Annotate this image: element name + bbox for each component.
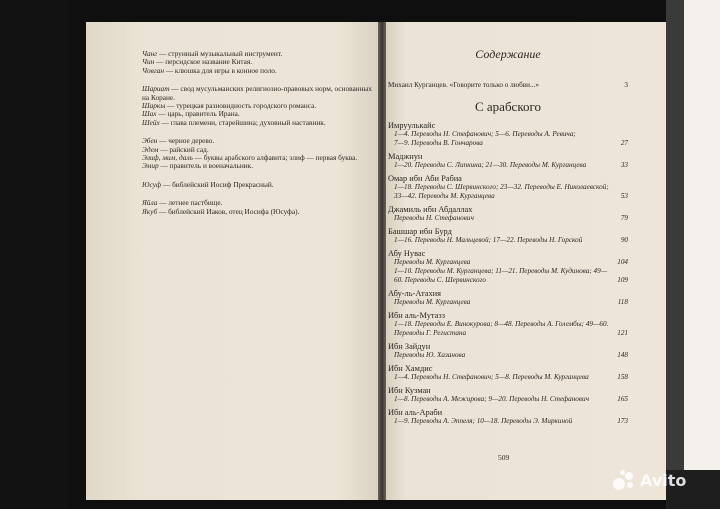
toc-work-text: 1—20. Переводы С. Липкина; 21—30. Переводы М. Курганцева xyxy=(394,161,587,169)
glossary-definition: — буквы арабского алфавита; элиф — первая буква. xyxy=(192,153,358,163)
table-of-contents xyxy=(388,40,628,426)
glossary-term: Эмир xyxy=(142,161,159,171)
glossary-entry xyxy=(142,181,374,189)
toc-work-text: 1—4. Переводы Н. Стефанович; 5—6. Переводы А. Ревича; xyxy=(394,130,576,138)
glossary-term: Шейх xyxy=(142,117,160,127)
toc-page-number: 90 xyxy=(620,236,628,244)
toc-author: Ибн аль-Мутазз xyxy=(388,311,446,320)
glossary-definition: — библейский Иосиф Прекрасный. xyxy=(161,179,274,189)
page-number: 509 xyxy=(498,453,510,462)
toc-work-line xyxy=(388,395,628,404)
watermark-text: Avito xyxy=(640,470,687,490)
glossary-entry xyxy=(142,119,374,127)
glossary-definition: — правитель и военачальник. xyxy=(158,161,254,171)
toc-intro-page: 3 xyxy=(624,81,628,89)
toc-page-number: 27 xyxy=(620,139,628,147)
toc-page-number: 104 xyxy=(617,258,628,266)
edge-stripe xyxy=(666,0,684,509)
toc-intro xyxy=(388,81,628,90)
toc-page-number: 121 xyxy=(617,329,628,337)
toc-page-number: 53 xyxy=(620,192,628,200)
toc-author: Ибн Кузман xyxy=(388,386,431,395)
toc-work-line xyxy=(388,417,628,426)
toc-page-number: 33 xyxy=(620,161,628,169)
toc-work-line xyxy=(388,258,628,267)
toc-work-text: 1—10. Переводы М. Курганцева; 11—21. Переводы М. Кудинова; 49—60. Переводы С. Шервинского xyxy=(394,267,608,284)
glossary-term: Якуб xyxy=(142,206,158,216)
glossary-term: Шариат xyxy=(142,84,170,94)
toc-work-text: Переводы Н. Стефанович xyxy=(394,214,474,222)
toc-work-line xyxy=(388,236,628,245)
toc-work-line xyxy=(388,161,628,170)
toc-work-text: 1—8. Переводы А. Межирова; 9—20. Переводы Н. Стефанович xyxy=(394,395,589,403)
toc-page-number: 79 xyxy=(620,214,628,222)
glossary-term: Чанг xyxy=(142,49,158,58)
glossary-term: Чин xyxy=(142,57,155,67)
toc-work-text: Переводы Ю. Хазанова xyxy=(394,351,466,359)
toc-entries xyxy=(388,121,628,426)
toc-work-line xyxy=(388,351,628,360)
toc-author: Абу-ль-Атахия xyxy=(388,289,441,298)
glossary-term: Эбен xyxy=(142,136,158,146)
glossary-term: Шаркы xyxy=(142,101,166,111)
glossary-definition: — глава племени, старейшина; духовный наставник. xyxy=(159,117,326,127)
toc-page-number: 109 xyxy=(617,276,628,284)
toc-intro-text: Михаил Курганцев. «Говорите только о любви...» xyxy=(388,81,539,89)
glossary-definition: — райский сад. xyxy=(158,144,209,154)
glossary-definition: — струнный музыкальный инструмент. xyxy=(157,49,283,58)
toc-work-text: 1—9. Переводы А. Эппеля; 10—18. Переводы Э. Миркиной xyxy=(394,417,573,425)
toc-author: Имруулькайс xyxy=(388,121,436,130)
watermark xyxy=(613,470,686,490)
glossary-entry xyxy=(142,162,374,170)
toc-work-text: 1—18. Переводы С. Шервинского; 23—32. Переводы Е. Николаевской; 33—42. Переводы М. Курганцева xyxy=(394,183,609,200)
glossary-entry xyxy=(142,85,374,102)
glossary-term: Эдем xyxy=(142,144,159,154)
toc-page-number: 165 xyxy=(617,395,628,403)
toc-work-text: Переводы М. Курганцева xyxy=(394,258,471,266)
glossary-entry xyxy=(142,67,374,75)
toc-author: Ибн Зайдун xyxy=(388,342,431,351)
glossary-definition: — летнее пастбище. xyxy=(157,198,223,208)
toc-author: Ибн аль-Араби xyxy=(388,408,443,417)
toc-work-text: 7—9. Переводы В. Гончарова xyxy=(394,139,483,147)
glossary-column xyxy=(142,50,374,216)
toc-work-line xyxy=(388,183,628,201)
toc-work-text: Переводы М. Курганцева xyxy=(394,298,471,306)
glossary-definition: — персидское название Китая. xyxy=(154,57,253,67)
toc-author: Башшар ибн Бурд xyxy=(388,227,452,236)
glossary-definition: — черное дерево. xyxy=(157,136,215,146)
glossary-term: Юсуф xyxy=(142,179,162,189)
toc-work-line xyxy=(388,130,628,139)
toc-work-text: 1—18. Переводы Е. Винокурова; 8—48. Переводы А. Голембы; 49—60. Переводы Г. Регистана xyxy=(394,320,609,337)
glossary-term: Элиф, мим, даль xyxy=(142,153,193,163)
toc-title: Содержание xyxy=(475,47,541,61)
toc-author: Джамиль ибн Абдаллах xyxy=(388,205,473,214)
section-heading: С арабского xyxy=(474,99,541,114)
toc-work-line xyxy=(388,320,628,338)
toc-page-number: 158 xyxy=(617,373,628,381)
toc-work-line xyxy=(388,298,628,307)
toc-work-line xyxy=(388,214,628,223)
avito-logo-icon xyxy=(613,470,637,490)
toc-author: Ибн Хамдис xyxy=(388,364,433,373)
toc-author: Омар ибн Аби Рабиа xyxy=(388,174,462,183)
glossary-term: Човган xyxy=(142,65,164,75)
book-gutter xyxy=(378,22,386,500)
glossary-definition: — турецкая разновидность городского романса. xyxy=(165,101,317,111)
toc-work-line xyxy=(388,373,628,382)
toc-work-line xyxy=(388,139,628,148)
glossary-definition: — клюшка для игры в конное поло. xyxy=(163,65,277,75)
toc-work-line xyxy=(388,267,628,285)
glossary-definition: — свод мусульманских религиозно-правовых норм, основанных на Коране. xyxy=(142,84,373,102)
toc-author: Абу Нувас xyxy=(388,249,426,258)
toc-work-text: 1—4. Переводы Н. Стефанович; 5—8. Переводы М. Курганцева xyxy=(394,373,589,381)
toc-page-number: 118 xyxy=(617,298,628,306)
toc-page-number: 173 xyxy=(617,417,628,425)
toc-work-text: 1—16. Переводы Н. Мальцевой; 17—22. Переводы Н. Горской xyxy=(394,236,583,244)
toc-author: Маджнун xyxy=(388,152,423,161)
glossary-term: Яйла xyxy=(142,198,158,208)
glossary-definition: — библейский Иаков, отец Иосифа (Юсуфа). xyxy=(157,206,300,216)
toc-page-number: 148 xyxy=(617,351,628,359)
glossary-term: Шах xyxy=(142,109,157,119)
right-edge xyxy=(666,0,720,509)
background-left xyxy=(0,0,68,509)
glossary-definition: — царь, правитель Ирана. xyxy=(156,109,240,119)
glossary-entry xyxy=(142,208,374,216)
